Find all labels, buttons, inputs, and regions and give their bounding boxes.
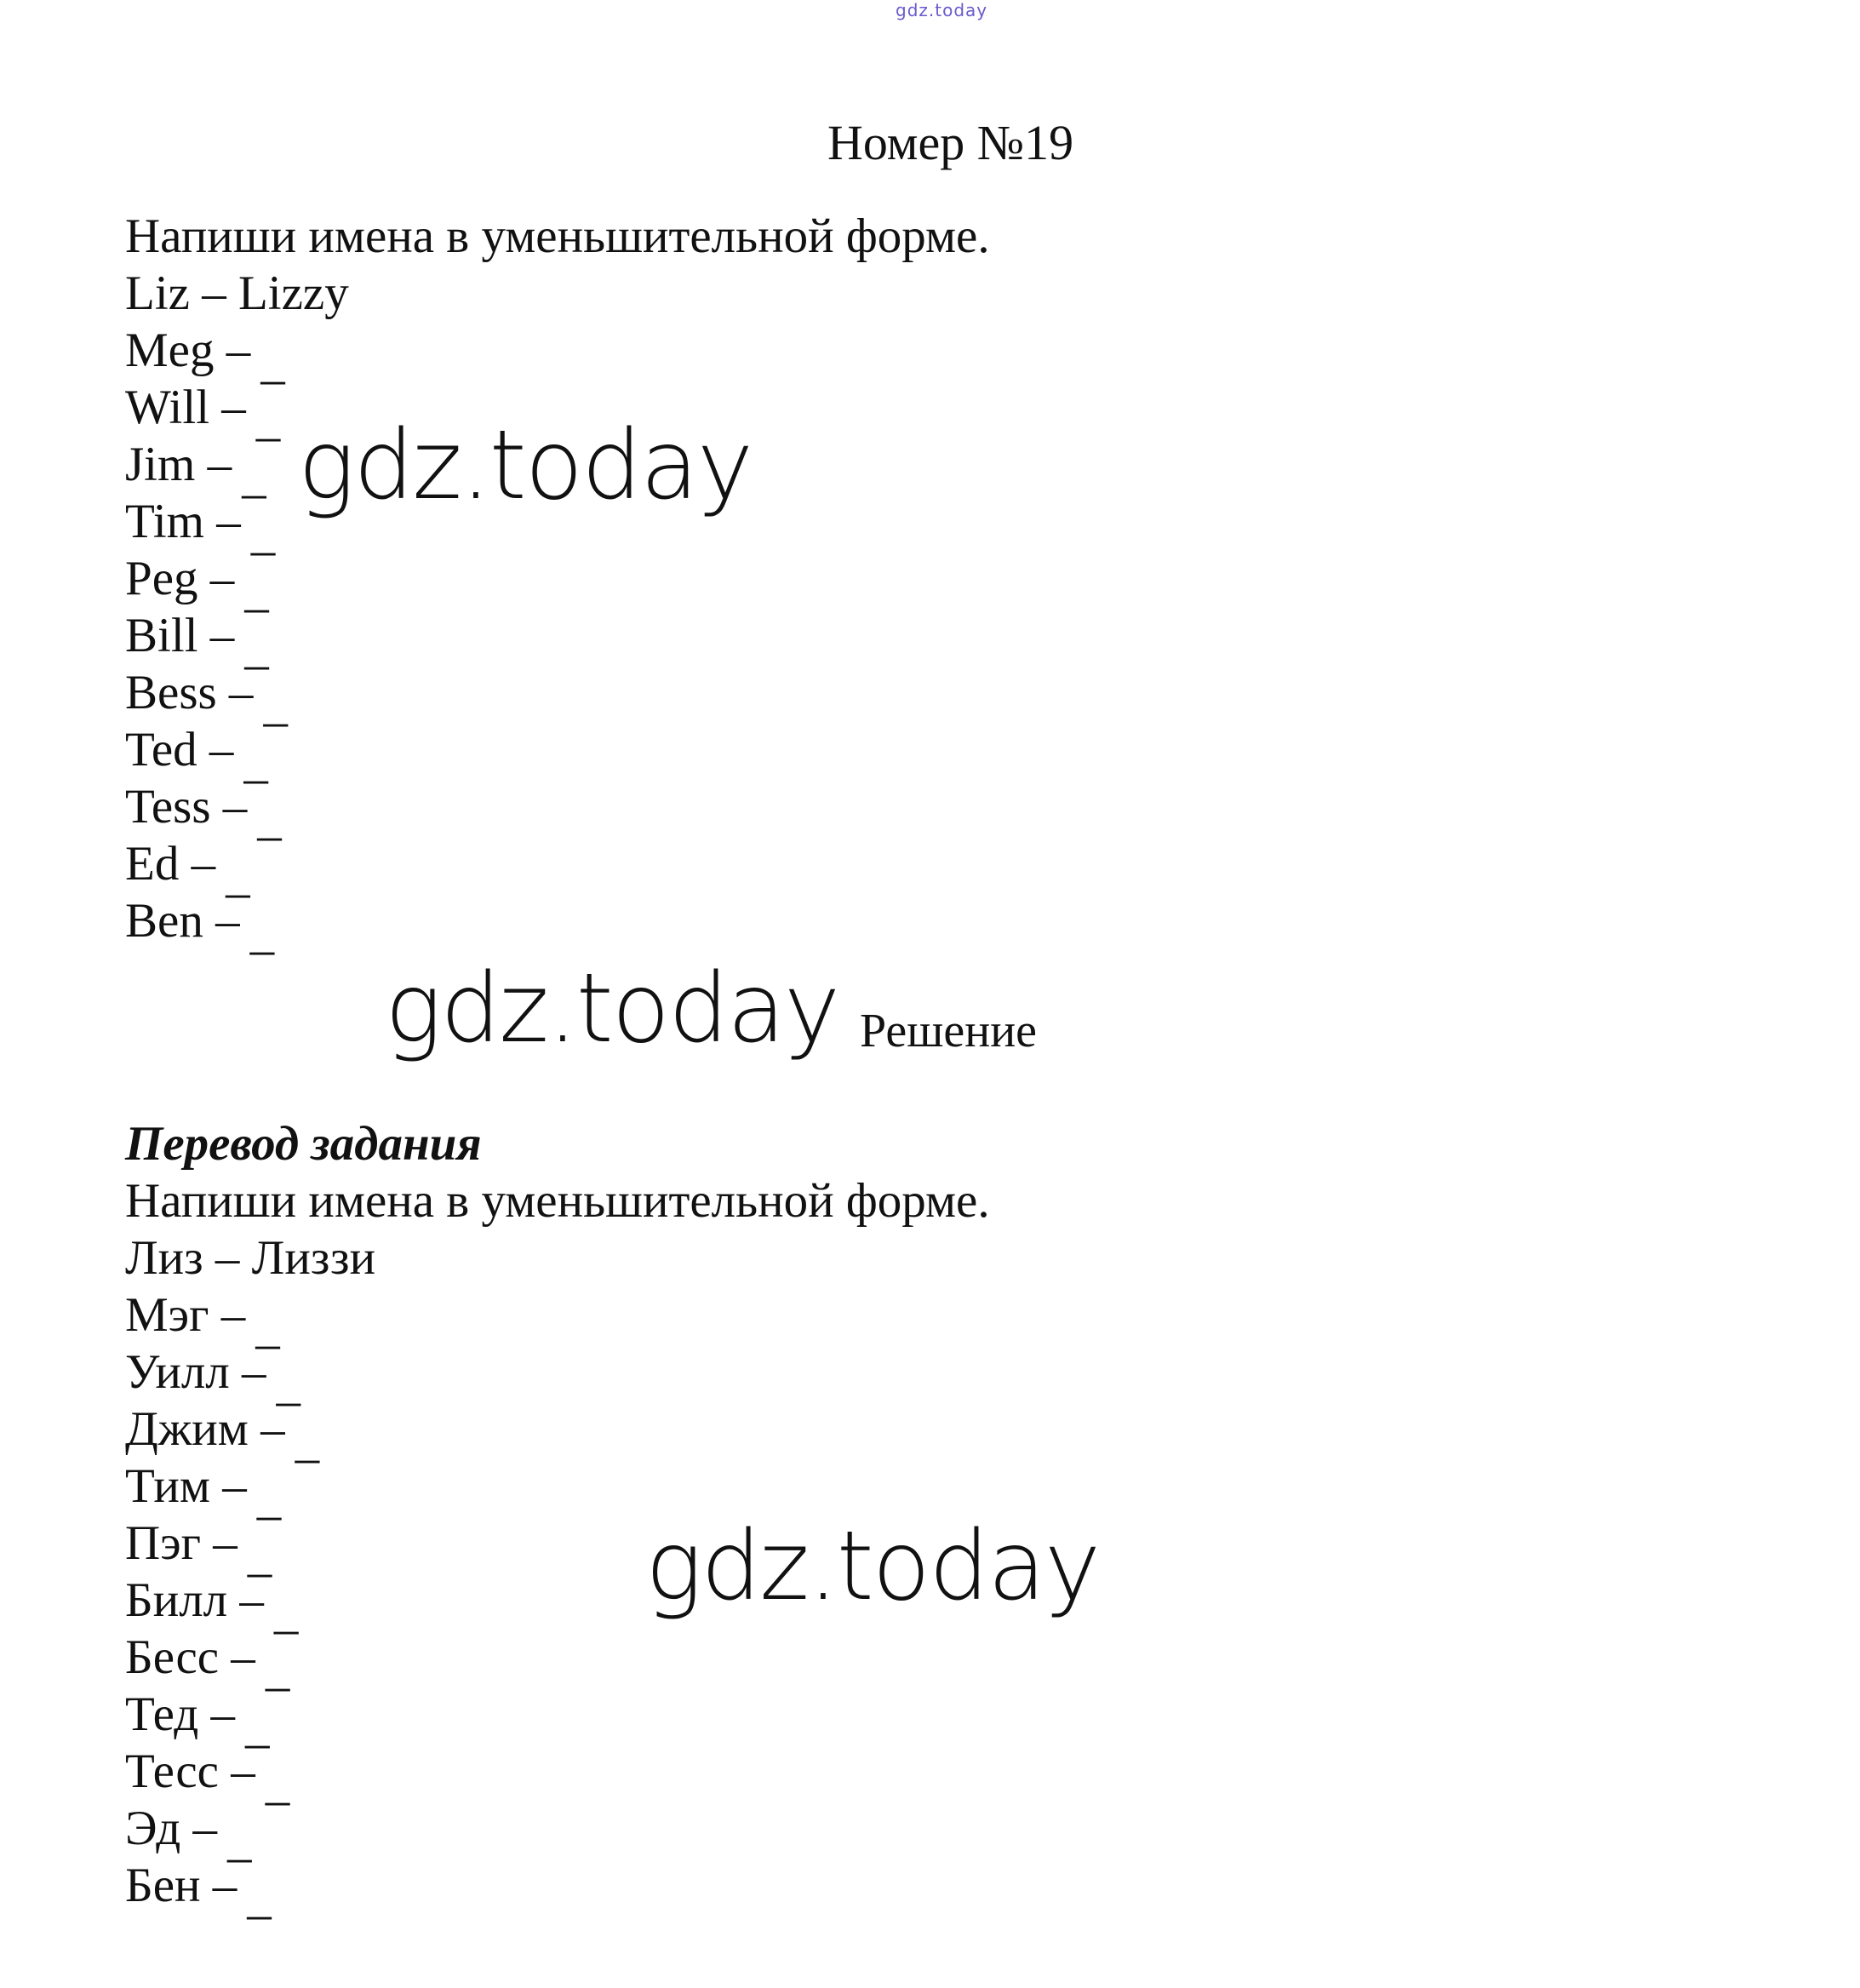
item-name: Ben – [125,894,240,948]
answer-blank: _ [256,1471,282,1525]
page-title: Номер №19 [827,115,1074,170]
item-name: Tess – [125,780,248,834]
watermark-text: gdz.today [298,410,753,521]
item-name: Meg – [125,324,251,377]
item-name: Бесс – [125,1630,255,1684]
watermark-text: gdz.today [385,954,839,1064]
answer-blank: _ [247,1871,272,1924]
answer-blank: _ [257,792,282,845]
item-name: Тед – [125,1687,235,1741]
answer-blank: _ [247,1528,272,1582]
answer-blank: _ [226,1813,252,1867]
answer-blank: _ [265,1756,290,1810]
translation-item [125,1857,990,1924]
item-name: Peg – [125,552,235,605]
item-name: Tim – [125,495,241,548]
item-name: Bess – [125,666,254,719]
task-item [125,322,990,389]
answer-blank: _ [244,621,269,674]
answer-blank: _ [295,1414,320,1468]
top-watermark: gdz.today [896,0,988,20]
translation-item [125,1629,990,1696]
item-name: Джим – [125,1402,285,1456]
item-name: Пэг – [125,1516,238,1570]
answer-blank: _ [265,1642,290,1696]
translation-example: Лиз – Лиззи [125,1231,376,1285]
task-example: Liz – Lizzy [125,266,349,320]
translation-item [125,1686,990,1753]
translation-instruction: Напиши имена в уменьшительной форме. [125,1174,990,1228]
answer-blank: _ [263,678,288,731]
translation-item [125,1800,990,1867]
translation-item [125,1401,990,1468]
answer-blank: _ [276,1357,300,1411]
item-name: Тесс – [125,1745,255,1798]
item-name: Эд – [125,1802,217,1855]
watermark-text: gdz.today [645,1511,1100,1622]
answer-blank: _ [249,906,275,960]
answer-blank: _ [273,1585,299,1639]
item-name: Jim – [125,438,232,491]
task-block [125,208,990,960]
item-name: Ted – [125,723,234,776]
item-name: Бен – [125,1859,238,1912]
task-instruction: Напиши имена в уменьшительной форме. [125,209,990,263]
answer-blank: _ [244,1699,270,1753]
answer-blank: _ [242,450,266,503]
item-name: Will – [125,381,246,434]
item-name: Ed – [125,837,216,891]
item-name: Мэг – [125,1288,246,1342]
answer-blank: _ [260,335,285,389]
item-name: Bill – [125,609,235,662]
translation-item [125,1286,990,1354]
item-name: Билл – [125,1573,264,1627]
task-item [125,892,990,960]
task-item [125,721,990,788]
answer-blank: _ [250,507,276,560]
translation-heading: Перевод задания [125,1117,482,1171]
answer-blank: _ [226,849,250,902]
item-name: Уилл – [125,1345,266,1399]
solution-label: Решение [860,1005,1038,1057]
answer-blank: _ [243,735,268,788]
answer-blank: _ [244,564,269,617]
answer-blank: _ [255,392,281,446]
item-name: Тим – [125,1459,247,1513]
translation-item [125,1458,990,1525]
answer-blank: _ [255,1300,280,1354]
task-item [125,835,990,902]
